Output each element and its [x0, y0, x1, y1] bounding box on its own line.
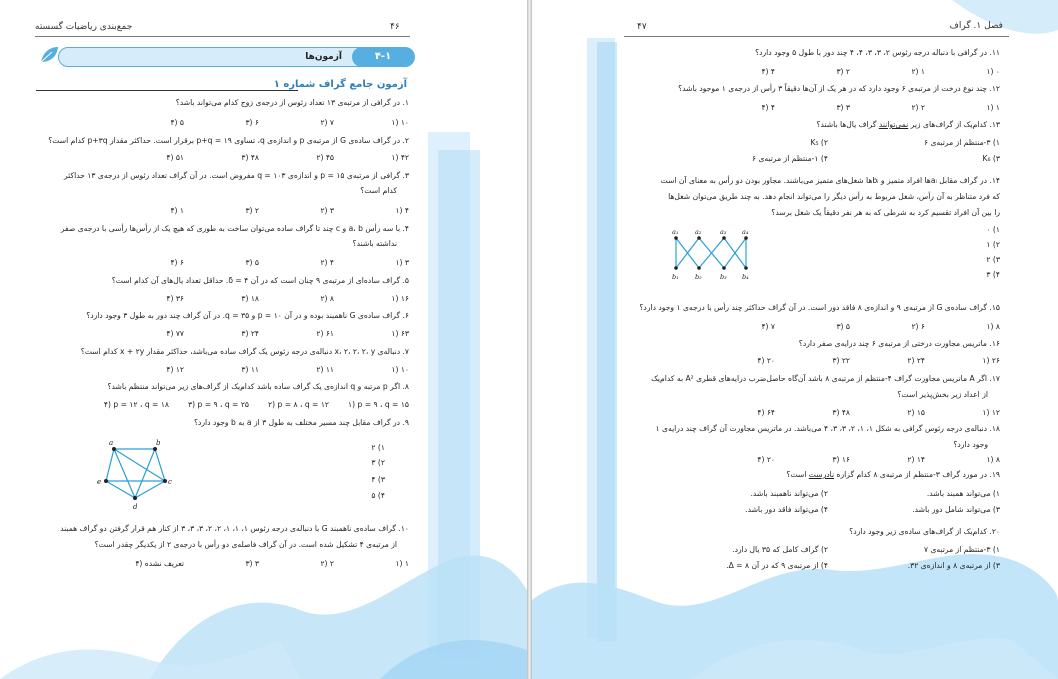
left-page: [0, 0, 527, 679]
option: ۴) می‌تواند فاقد دور باشد.: [745, 505, 828, 514]
question-1: ۱. در گرافی از مرتبه‌ی ۱۳ تعداد رئوس از درجه‌ی زوج کدام می‌تواند باشد؟: [175, 98, 409, 107]
option: ۲) ۱۱: [316, 365, 334, 374]
options-q16: [700, 356, 1000, 365]
section-number: ۴-۱: [352, 47, 414, 67]
leaf-icon: [38, 44, 60, 66]
options-q10: [99, 559, 409, 568]
options-q4: [109, 258, 409, 267]
options-q7: [109, 365, 409, 374]
option: ۳) ۵: [836, 322, 850, 331]
option: ۲) K₅: [810, 138, 828, 147]
option: ۲) ۱: [911, 67, 925, 76]
option: ۲) می‌تواند ناهمبند باشد.: [750, 489, 828, 498]
question-5: ۵. گراف ساده‌ای از مرتبه‌ی ۹ چنان است که در آن ۴ = δ. حداقل تعداد یال‌های آن کدام است؟: [111, 276, 409, 285]
option: ۳) ۲۴: [241, 329, 259, 338]
question-3-cont: کدام است؟: [360, 186, 397, 195]
vertex-label: b₂: [695, 273, 702, 281]
option: ۳) ۲۲: [832, 356, 850, 365]
question-16: ۱۶. ماتریس مجاورت درختی از مرتبه‌ی ۶ چند درایه‌ی صفر دارد؟: [798, 339, 1000, 348]
option: ۲) ۲: [320, 559, 334, 568]
question-19-text: ۱۹. در مورد گراف ۳-منتظم از مرتبه‌ی ۸ کدام گزاره: [834, 470, 1000, 479]
right-page: [532, 0, 1058, 679]
option: ۳) ۴: [371, 475, 385, 484]
question-4-cont: نداشته باشند؟: [352, 239, 397, 248]
option: ۲) ۶: [911, 322, 925, 331]
option: ۲) ۱۵: [907, 408, 925, 417]
option: ۳) ۴۸: [241, 153, 259, 162]
vertex-label: a₁: [672, 228, 679, 236]
option: ۳) ۱۸: [241, 294, 259, 303]
option: ۲) ۷: [320, 118, 334, 127]
question-12: ۱۲. چند نوع درخت از مرتبه‌ی ۶ وجود دارد که در هر یک از آن‌ها دقیقاً ۳ رأس از درجه‌ی ۱ موجود باشد؟: [678, 84, 1000, 93]
option: ۴) ۶۴: [757, 408, 775, 417]
question-4: ۴. با سه رأس a، b و c چند تا گراف ساده می‌توان ساخت به طوری که هیچ یک از رأس‌ها رأسی با درجه‌ی صفر: [60, 224, 409, 233]
header-rule: [35, 36, 410, 37]
options-q2: [109, 153, 409, 162]
option: ۳) ۲: [986, 255, 1000, 264]
option: ۳) ۱۱: [241, 365, 259, 374]
question-3: ۳. گرافی از مرتبه‌ی ۱۵ = p و اندازه‌ی ۱۰۳ = q مفروض است. در آن گراف تعداد رئوس از درجه‌ی ۱۳ حداکثر: [63, 171, 409, 180]
option: ۳) ۲: [245, 206, 259, 215]
question-13-text: ۱۳. کدام‌یک از گراف‌های زیر: [908, 120, 1000, 129]
question-10: ۱۰. گراف ساده‌ی ناهمبند G با دنباله‌ی درجه رئوس ۱، ۱، ۱، ۲، ۲، ۳، ۳، ۳ از کنار هم قرار گرفتن دو گراف همبند: [60, 524, 409, 533]
option: ۱) ۱۶: [391, 294, 409, 303]
option: ۱) ۱۰: [391, 365, 409, 374]
question-13-emphasis: نمی‌توانند: [878, 120, 909, 129]
question-9: ۹. در گراف مقابل چند مسیر مختلف به طول ۳ از a به b وجود دارد؟: [193, 418, 409, 427]
page-number: ۴۷: [637, 22, 647, 32]
options-q12: [700, 103, 1000, 112]
running-header: فصل ۱. گراف: [949, 21, 1003, 31]
running-header: جمع‌بندی ریاضیات گسسته: [35, 22, 133, 32]
option: ۳) ۱۶: [832, 455, 850, 464]
question-14-cont: که فرد متناظر به آن رأس، شغل مربوط به رأس دیگر را می‌تواند انجام دهد. به چند طریق می‌توان شغل‌ها: [668, 192, 1000, 201]
option: ۲) ۲۴: [907, 356, 925, 365]
question-17: ۱۷. اگر A ماتریس مجاورت گراف ۴-منتظم از مرتبه‌ی ۸ باشد آن‌گاه حاصل‌ضرب درایه‌های قطری A² به کدام‌یک: [651, 374, 1000, 383]
option: ۴) ۶: [170, 258, 184, 267]
option: ۴) ۱-منتظم از مرتبه‌ی ۶: [751, 154, 828, 163]
options-q18: [700, 455, 1000, 464]
option: ۴) ۱: [170, 206, 184, 215]
question-2: ۲. در گراف ساده‌ی G از مرتبه‌ی p و اندازه‌ی q، تساوی ۱۹ = p+q برقرار است. حداکثر مقدار p+۳q کدام است؟: [48, 136, 409, 145]
option: ۱) ۱۰: [391, 118, 409, 127]
option: ۳) p = ۹ ، q = ۲۵: [188, 400, 249, 409]
options-q17: [700, 408, 1000, 417]
option: ۳) K₆: [982, 154, 1000, 163]
option: ۱) ۲۶: [982, 356, 1000, 365]
question-13: [816, 117, 1000, 132]
option: ۳) ۳: [836, 103, 850, 112]
option: ۴) ۵: [371, 491, 385, 500]
option: ۲) ۲: [911, 103, 925, 112]
option: ۱) ۴۲: [391, 153, 409, 162]
options-q5: [109, 294, 409, 303]
option: ۳) ۳: [245, 559, 259, 568]
option: ۱) ۲: [371, 443, 385, 452]
vertex-label: a₂: [695, 228, 702, 236]
option: ۳) ۴۸: [832, 408, 850, 417]
option: ۴) ۵: [170, 118, 184, 127]
question-14-cont2: را بین آن افراد تقسیم کرد به شرطی که به هر نفر دقیقاً یک شغل برسد؟: [771, 208, 1000, 217]
exam-title: آزمون جامع گراف شماره ۱: [273, 79, 407, 90]
option: ۱) می‌تواند همبند باشد.: [926, 489, 1000, 498]
vertex-label: b₁: [672, 273, 679, 281]
header-rule: [624, 36, 1009, 37]
vertex-label: a₃: [720, 228, 727, 236]
option: ۴) ۳۶: [166, 294, 184, 303]
option: ۱) ۰: [986, 225, 1000, 234]
option: ۳) از مرتبه‌ی ۸ و اندازه‌ی ۳۲.: [907, 561, 1000, 570]
options-q15: [700, 322, 1000, 331]
option: ۱) ۸: [986, 455, 1000, 464]
option: ۴) ۳: [986, 270, 1000, 279]
vertex-label: b: [156, 439, 161, 447]
option: ۱) ۳-منتظم از مرتبه‌ی ۷: [923, 545, 1000, 554]
option: ۱) ۳-منتظم از مرتبه‌ی ۶: [923, 138, 1000, 147]
vertex-label: c: [168, 478, 172, 486]
vertex-label: d: [133, 503, 138, 511]
section-label: آزمون‌ها: [305, 52, 342, 62]
option: ۲) ۸: [320, 294, 334, 303]
question-10-cont: از مرتبه‌ی ۴ تشکیل شده است. در آن گراف فاصله‌ی دو رأس با درجه‌ی ۲ از یکدیگر چقدر است؟: [94, 540, 397, 549]
option: ۱) ۳: [395, 258, 409, 267]
option: ۲) p = ۸ ، q = ۱۲: [268, 400, 329, 409]
bipartite-graph-figure: [666, 226, 766, 284]
option: ۱) ۶۳: [391, 329, 409, 338]
option: ۴) ۷۷: [166, 329, 184, 338]
vertex-label: b₄: [742, 273, 749, 281]
option: ۴) ۷: [761, 322, 775, 331]
option: ۱) ۸: [986, 322, 1000, 331]
vertex-label: a: [109, 439, 114, 447]
option: ۴) ۴: [761, 67, 775, 76]
question-6: ۶. گراف ساده‌ی G ناهمبند بوده و در آن ۱۰ = p و ۳۵ = q. در آن گراف چند دور به طول ۳ وجود دارد؟: [86, 311, 409, 320]
option: ۱) ۱۲: [982, 408, 1000, 417]
option: ۲) ۳: [320, 206, 334, 215]
option: ۴) تعریف نشده: [135, 559, 184, 568]
option: ۴) p = ۱۲ ، q = ۱۸: [103, 400, 169, 409]
option: ۲) ۳: [371, 458, 385, 467]
option: ۳) ۲: [836, 67, 850, 76]
option: ۴) ۲۰: [757, 356, 775, 365]
question-7: ۷. دنباله‌ی x، ۲، ۲، ۲، y دنباله‌ی درجه رئوس یک گراف ساده می‌باشد، حداکثر مقدار x + ۲y کدام است؟: [80, 347, 409, 356]
option: ۴) ۴: [761, 103, 775, 112]
question-14: ۱۴. در گراف مقابل aᵢها افراد متمیز و bᵢها شغل‌های متمیز می‌باشند. مجاور بودن دو رأس به معنای آن است: [660, 176, 1000, 185]
option: ۱) ۴: [395, 206, 409, 215]
question-18-cont: وجود دارد؟: [953, 440, 988, 449]
question-11: ۱۱. در گرافی با دنباله درجه رئوس ۲، ۳، ۳، ۴، ۴ چند دور با طول ۵ وجود دارد؟: [755, 48, 1000, 57]
question-18: ۱۸. دنباله‌ی درجه رئوس گرافی به شکل ۱، ۱، ۲، ۳، ۳، ۴ می‌باشد. در ماتریس مجاورت آن گراف چند درایه‌ی ۱: [655, 424, 1000, 433]
vertex-label: a₄: [742, 228, 749, 236]
option: ۴) ۱۲: [166, 365, 184, 374]
option: ۲) گراف کامل که ۳۵ یال دارد.: [732, 545, 828, 554]
section-banner: [58, 47, 415, 67]
question-17-cont: از اعداد زیر بخش‌پذیر است؟: [897, 390, 988, 399]
option: ۲) ۶۱: [316, 329, 334, 338]
option: ۲) ۴۵: [316, 153, 334, 162]
page-number: ۴۶: [390, 22, 400, 32]
option: ۲) ۱۴: [907, 455, 925, 464]
option: ۱) ۱: [395, 559, 409, 568]
option: ۲) ۱: [986, 240, 1000, 249]
options-q1: [109, 118, 409, 127]
option: ۴) ۲۰: [757, 455, 775, 464]
options-q6: [109, 329, 409, 338]
options-q8: [79, 400, 409, 409]
question-20: ۲۰. کدام‌یک از گراف‌های ساده‌ی زیر وجود دارد؟: [849, 527, 1000, 536]
option: ۴) ۵۱: [166, 153, 184, 162]
option: ۱) ۱: [986, 103, 1000, 112]
options-q3: [109, 206, 409, 215]
option: ۳) می‌تواند شامل دور باشد.: [912, 505, 1000, 514]
options-q11: [700, 67, 1000, 76]
option: ۱) ۰: [986, 67, 1000, 76]
graph-figure-q9: [92, 436, 187, 514]
option: ۱) p = ۹ ، q = ۱۵: [348, 400, 409, 409]
option: ۲) ۴: [320, 258, 334, 267]
vertex-label: e: [97, 478, 102, 486]
vertex-label: b₃: [720, 273, 727, 281]
question-19: [786, 467, 1000, 482]
question-8: ۸. اگر p مرتبه و q اندازه‌ی یک گراف ساده باشد کدام‌یک از گراف‌های زیر می‌تواند منتظم باشد؟: [107, 382, 409, 391]
question-19-text-end: است؟: [786, 470, 809, 479]
title-rule: [36, 90, 298, 91]
option: ۴) از مرتبه‌ی ۹ که در آن ۸ = Δ.: [726, 561, 828, 570]
option: ۳) ۵: [245, 258, 259, 267]
question-19-emphasis: نادرست: [808, 470, 835, 479]
option: ۳) ۶: [245, 118, 259, 127]
question-13-text-end: گراف یال‌ها باشند؟: [816, 120, 879, 129]
question-15: ۱۵. گراف ساده‌ی G از مرتبه‌ی ۹ و اندازه‌ی ۸ فاقد دور است. در آن گراف حداکثر چند رأس با درجه‌ی ۱ وجود دارد؟: [639, 303, 1000, 312]
